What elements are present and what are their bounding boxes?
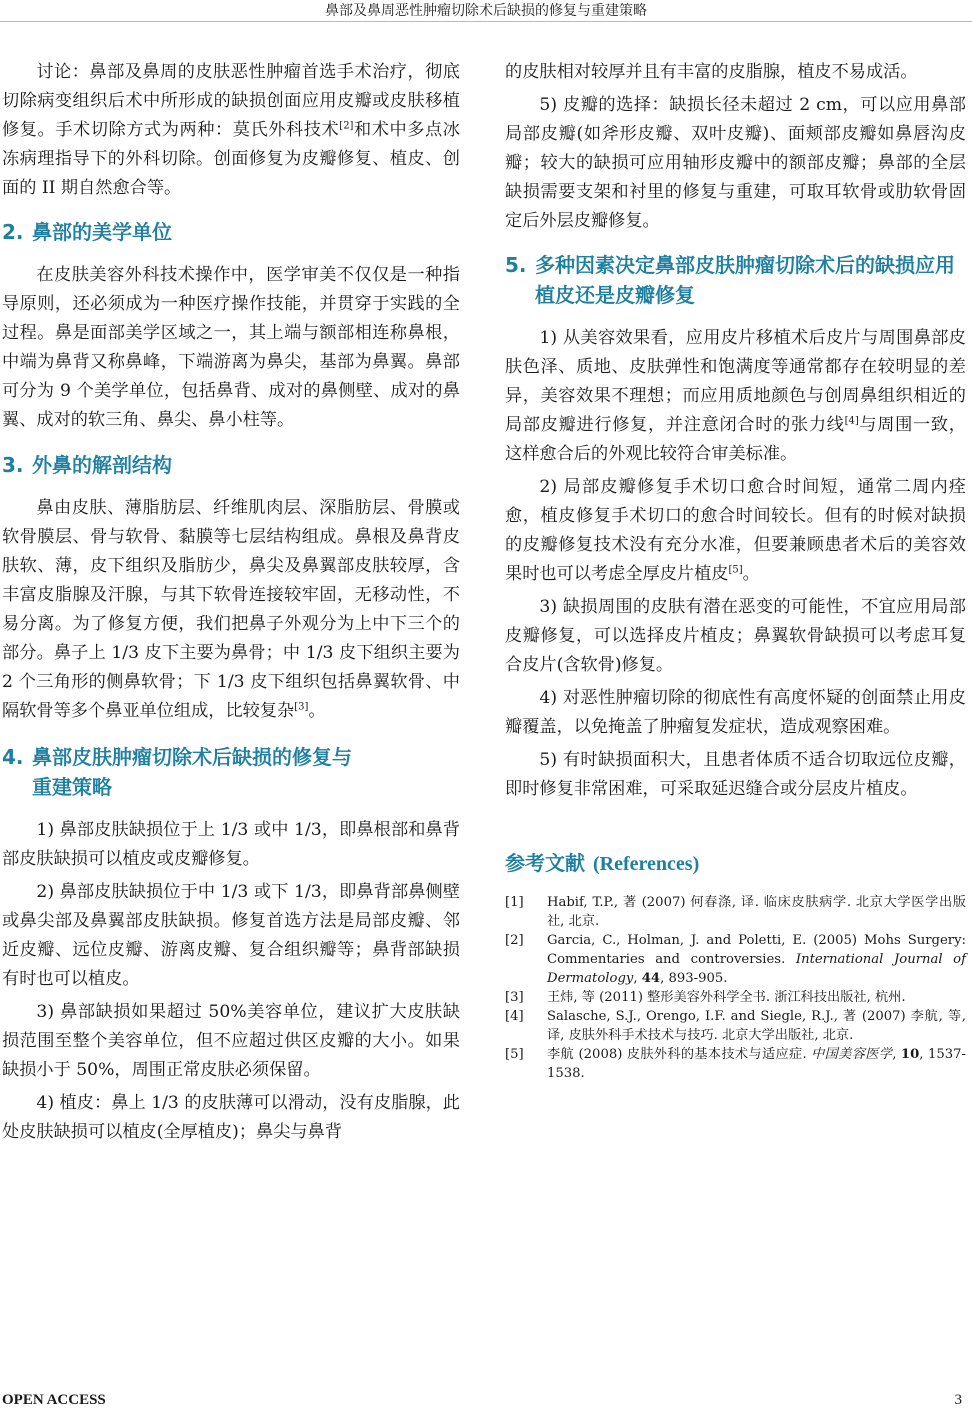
left-column bbox=[2, 58, 460, 1147]
reference-item: [2] Garcia, C., Holman, J. and Poletti, E. (2005) Mohs Surgery: Commentaries and controversies. International Journal of Dermatology, 44, 893-905. bbox=[505, 933, 966, 986]
citation-5: [5] bbox=[728, 564, 743, 576]
references-heading: 参考文献 (References) bbox=[505, 851, 700, 875]
reference-list bbox=[505, 893, 966, 1083]
page-number: 3 bbox=[954, 1392, 962, 1408]
section-4-item: 3) 鼻部缺损如果超过 50%美容单位，建议扩大皮肤缺损范围至整个美容单位，但不应超过供区皮瓣的大小。如果缺损小于 50%，周围正常皮肤必须保留。 bbox=[2, 1002, 460, 1080]
reference-item: [1] Habif, T.P., 著 (2007) 何春涤, 译. 临床皮肤病学. 北京大学医学出版社, 北京. bbox=[505, 895, 966, 929]
section-2-heading: 2. 鼻部的美学单位 bbox=[2, 220, 172, 244]
citation-2: [2] bbox=[339, 120, 354, 132]
section-5-item: 5) 有时缺损面积大，且患者体质不适合切取远位皮瓣，即时修复非常困难，可采取延迟缝合或分层皮片植皮。 bbox=[505, 750, 966, 799]
section-5-heading: 5. 多种因素决定鼻部皮肤肿瘤切除术后的缺损应用植皮还是皮瓣修复 bbox=[505, 253, 955, 307]
section-5-item: 3) 缺损周围的皮肤有潜在恶变的可能性，不宜应用局部皮瓣修复，可以选择皮片植皮；鼻翼软骨缺损可以考虑耳复合皮片(含软骨)修复。 bbox=[505, 597, 966, 675]
section-2-paragraph: 在皮肤美容外科技术操作中，医学审美不仅仅是一种指导原则，还必须成为一种医疗操作技能，并贯穿于实践的全过程。鼻是面部美学区域之一，其上端与额部相连称鼻根，中端为鼻背又称鼻峰，下端游离为鼻尖，基部为鼻翼。鼻部可分为 9 个美学单位，包括鼻背、成对的鼻侧壁、成对的鼻翼、成对的软三角、鼻尖、鼻小柱等。 bbox=[2, 265, 460, 430]
section-4-item: 1) 鼻部皮肤缺损位于上 1/3 或中 1/3，即鼻根部和鼻背部皮肤缺损可以植皮或皮瓣修复。 bbox=[2, 820, 460, 869]
section-5-items bbox=[505, 324, 966, 804]
reference-item: [4] Salasche, S.J., Orengo, I.F. and Siegle, R.J., 著 (2007) 李航, 等, 译, 皮肤外科手术技术与技巧. 北京大学出版社, 北京. bbox=[505, 1009, 966, 1043]
section-4-item-5: 5) 皮瓣的选择：缺损长径未超过 2 cm，可以应用鼻部局部皮瓣(如斧形皮瓣、双叶皮瓣)、面颊部皮瓣如鼻唇沟皮瓣；较大的缺损可应用轴形皮瓣中的额部皮瓣；鼻部的全层缺损需要支架和衬里的修复与重建，可取耳软骨或肋软骨固定后外层皮瓣修复。 bbox=[505, 95, 966, 231]
open-access-label: OPEN ACCESS bbox=[2, 1392, 106, 1408]
section-4-heading: 4. 鼻部皮肤肿瘤切除术后缺损的修复与重建策略 bbox=[2, 745, 352, 799]
reference-item: [3] 王炜, 等 (2011) 整形美容外科学全书. 浙江科技出版社, 杭州. bbox=[505, 990, 906, 1005]
section-4-items bbox=[2, 816, 460, 1147]
section-4-continuation: 的皮肤相对较厚并且有丰富的皮脂腺，植皮不易成活。 bbox=[505, 62, 918, 82]
right-column bbox=[505, 58, 966, 1083]
running-header bbox=[0, 0, 972, 22]
section-3-paragraph: 鼻由皮肤、薄脂肪层、纤维肌肉层、深脂肪层、骨膜或软骨膜层、骨与软骨、黏膜等七层结构组成。鼻根及鼻背皮肤软、薄，皮下组织及脂肪少，鼻尖及鼻翼部皮肤较厚，含丰富皮脂腺及汗腺，与其下软骨连接较牢固，无移动性，不易分离。为了修复方便，我们把鼻子外观分为上中下三个的部分。鼻子上 1/3 皮下主要为鼻骨；中 1/3 皮下组织主要为 2 个三角形的侧鼻软骨；下 1/3 皮下组织包括鼻翼软骨、中隔软骨等多个鼻亚单位组成，比较复杂[3]。 bbox=[2, 498, 460, 721]
section-4-item: 2) 鼻部皮肤缺损位于中 1/3 或下 1/3，即鼻背部鼻侧壁或鼻尖部及鼻翼部皮肤缺损。修复首选方法是局部皮瓣、邻近皮瓣、远位皮瓣、游离皮瓣、复合组织瓣等；鼻背部缺损有时也可以植皮。 bbox=[2, 882, 460, 989]
citation-4: [4] bbox=[844, 415, 859, 427]
section-5-item: 4) 对恶性肿瘤切除的彻底性有高度怀疑的创面禁止用皮瓣覆盖，以免掩盖了肿瘤复发症状，造成观察困难。 bbox=[505, 688, 966, 737]
section-4-item: 4) 植皮：鼻上 1/3 的皮肤薄可以滑动，没有皮脂腺，此处皮肤缺损可以植皮(全厚植皮)；鼻尖与鼻背 bbox=[2, 1093, 460, 1142]
reference-item: [5] 李航 (2008) 皮肤外科的基本技术与适应症. 中国美容医学, 10, 1537-1538. bbox=[505, 1047, 967, 1081]
running-header-title: 鼻部及鼻周恶性肿瘤切除术后缺损的修复与重建策略 bbox=[325, 3, 647, 19]
section-5-item: 1) 从美容效果看，应用皮片移植术后皮片与周围鼻部皮肤色泽、质地、皮肤弹性和饱满度等通常都存在较明显的差异，美容效果不理想；而应用质地颜色与创周鼻组织相近的局部皮瓣进行修复，并注意闭合时的张力线[4]与周围一致，这样愈合后的外观比较符合审美标准。 bbox=[505, 328, 966, 464]
citation-3: [3] bbox=[294, 701, 309, 713]
section-3-heading: 3. 外鼻的解剖结构 bbox=[2, 453, 172, 477]
section-5-item: 2) 局部皮瓣修复手术切口愈合时间短，通常二周内痊愈，植皮修复手术切口的愈合时间较长。但有的时候对缺损的皮瓣修复技术没有充分水准，但要兼顾患者术后的美容效果时也可以考虑全厚皮片植皮[5]。 bbox=[505, 477, 966, 584]
discussion-paragraph: 讨论：鼻部及鼻周的皮肤恶性肿瘤首选手术治疗，彻底切除病变组织后术中所形成的缺损创面应用皮瓣或皮肤移植修复。手术切除方式为两种：莫氏外科技术[2]和术中多点冰冻病理指导下的外科切除。创面修复为皮瓣修复、植皮、创面的 II 期自然愈合等。 bbox=[2, 62, 460, 198]
